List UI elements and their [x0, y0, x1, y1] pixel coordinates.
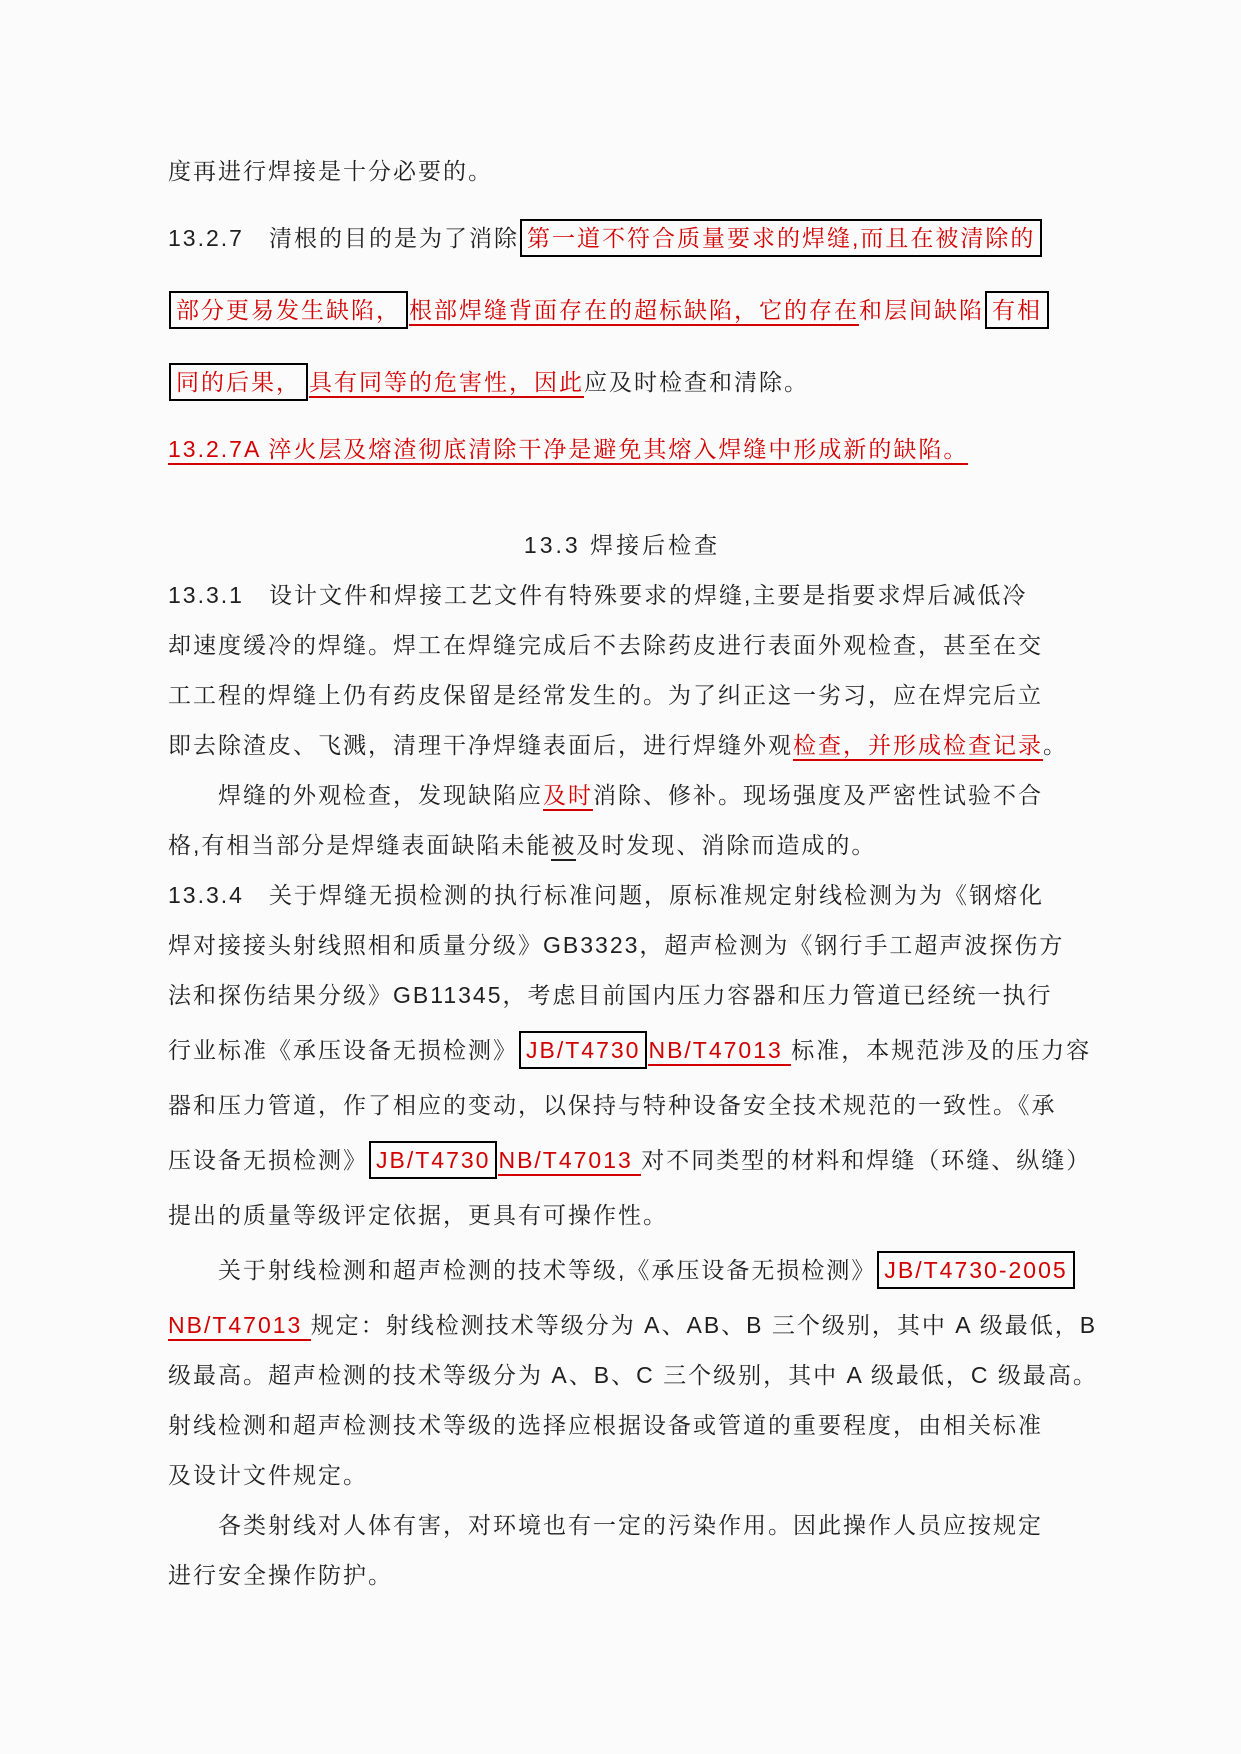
revision-boxed-text: JB/T4730 [519, 1031, 647, 1069]
text-run: 消除、修补。现场强度及严密性试验不合 [593, 782, 1043, 808]
text-line [168, 970, 1076, 1020]
document-body [168, 0, 1098, 1600]
revision-inserted-text: 及时 [543, 782, 593, 811]
para-13-2-7A [168, 418, 1076, 480]
section-heading-text [168, 520, 1076, 570]
revision-boxed-text: JB/T4730-2005 [877, 1251, 1074, 1289]
underlined-text: 被 [551, 832, 576, 861]
text-run: 13.3.4 关于焊缝无损检测的执行标准问题，原标准规定射线检测为为《钢熔化 [168, 882, 1044, 908]
revision-inserted-text: 13.2.7A 淬火层及熔渣彻底清除干净是避免其熔入焊缝中形成新的缺陷。 [168, 436, 968, 465]
text-line [168, 820, 1076, 870]
para-13-3-4 [168, 870, 1092, 1240]
text-line [168, 1450, 1076, 1500]
text-line [168, 1550, 1076, 1600]
text-line [168, 920, 1076, 970]
text-run: 却速度缓冷的焊缝。焊工在焊缝完成后不去除药皮进行表面外观检查，甚至在交 [168, 632, 1043, 658]
text-line [168, 1350, 1098, 1400]
revision-boxed-text: 第一道不符合质量要求的焊缝,而且在被清除的 [520, 219, 1042, 257]
text-run: 应及时检查和清除。 [584, 369, 809, 395]
revision-inserted-text: NB/T47013 [168, 1312, 311, 1341]
revision-inserted-text: NB/T47013 [498, 1147, 641, 1176]
text-run: 。 [1043, 732, 1068, 758]
text-run: 13.2.7 清根的目的是为了消除 [168, 225, 519, 251]
text-run: 即去除渣皮、飞溅，清理干净焊缝表面后，进行焊缝外观 [168, 732, 793, 758]
text-line [168, 202, 1076, 274]
para-13-2-7 [168, 202, 1076, 418]
text-run: 进行安全操作防护。 [168, 1562, 393, 1588]
text-line [168, 1500, 1076, 1550]
text-run: 各类射线对人体有害，对环境也有一定的污染作用。因此操作人员应按规定 [168, 1512, 1043, 1538]
revision-inserted-text: 具有同等的危害性，因此 [309, 369, 584, 398]
text-run: 标准，本规范涉及的压力容 [791, 1037, 1092, 1063]
text-line [168, 770, 1076, 820]
section-heading [168, 520, 1076, 570]
revision-boxed-text: 同的后果， [169, 363, 308, 401]
text-line [168, 1300, 1098, 1350]
text-run: 度再进行焊接是十分必要的。 [168, 158, 493, 184]
para-radiation-safety [168, 1500, 1076, 1600]
text-line [168, 418, 1076, 480]
text-run: 焊对接接头射线照相和质量分级》GB3323，超声检测为《钢行手工超声波探伤方 [168, 932, 1065, 958]
revision-boxed-text: JB/T4730 [369, 1141, 497, 1179]
text-line [168, 870, 1076, 920]
text-run: 格,有相当部分是焊缝表面缺陷未能 [168, 832, 552, 858]
text-line [168, 346, 1076, 418]
text-line [168, 140, 1076, 202]
text-line [168, 720, 1076, 770]
text-run: 13.3 焊接后检查 [523, 532, 721, 558]
text-run: 射线检测和超声检测技术等级的选择应根据设备或管道的重要程度，由相关标准 [168, 1412, 1043, 1438]
text-run: 13.3.1 设计文件和焊接工艺文件有特殊要求的焊缝,主要是指要求焊后减低冷 [168, 582, 1028, 608]
text-line [168, 1400, 1076, 1450]
text-run: 焊缝的外观检查，发现缺陷应 [168, 782, 543, 808]
revision-red-text: 和层间缺陷 [859, 297, 984, 323]
text-run: 级最高。超声检测的技术等级分为 A、B、C 三个级别，其中 A 级最低，C 级最高。 [168, 1362, 1098, 1388]
text-run: 规定：射线检测技术等级分为 A、AB、B 三个级别，其中 A 级最低，B [310, 1312, 1098, 1338]
text-run: 器和压力管道，作了相应的变动，以保持与特种设备安全技术规范的一致性。《承 [168, 1092, 1057, 1118]
para-technical-grades [168, 1240, 1098, 1500]
text-line [168, 1240, 1076, 1300]
text-run: 工工程的焊缝上仍有药皮保留是经常发生的。为了纠正这一劣习，应在焊完后立 [168, 682, 1043, 708]
text-run: 及时发现、消除而造成的。 [576, 832, 877, 858]
revision-boxed-text: 有相 [985, 291, 1049, 329]
text-line [168, 1190, 1076, 1240]
text-line [168, 570, 1076, 620]
revision-inserted-text: NB/T47013 [648, 1037, 791, 1066]
text-run: 法和探伤结果分级》GB11345，考虑目前国内压力容器和压力管道已经统一执行 [168, 982, 1053, 1008]
text-run: 关于射线检测和超声检测的技术等级,《承压设备无损检测》 [168, 1257, 877, 1283]
revision-inserted-text: 检查，并形成检查记录 [793, 732, 1043, 761]
text-line [168, 670, 1076, 720]
text-run: 及设计文件规定。 [168, 1462, 368, 1488]
text-line [168, 1130, 1092, 1190]
text-line [168, 1020, 1092, 1080]
revision-inserted-text: 根部焊缝背面存在的超标缺陷，它的存在 [409, 297, 859, 326]
para-13-3-1 [168, 570, 1076, 770]
text-run: 对不同类型的材料和焊缝（环缝、纵缝） [641, 1147, 1092, 1173]
revision-boxed-text: 部分更易发生缺陷， [169, 291, 408, 329]
para-continuation [168, 140, 1076, 202]
text-run: 提出的质量等级评定依据，更具有可操作性。 [168, 1202, 668, 1228]
text-line [168, 274, 1076, 346]
text-line [168, 620, 1076, 670]
text-run: 压设备无损检测》 [168, 1147, 368, 1173]
text-run: 行业标准《承压设备无损检测》 [168, 1037, 518, 1063]
text-line [168, 1080, 1076, 1130]
para-weld-appearance [168, 770, 1076, 870]
